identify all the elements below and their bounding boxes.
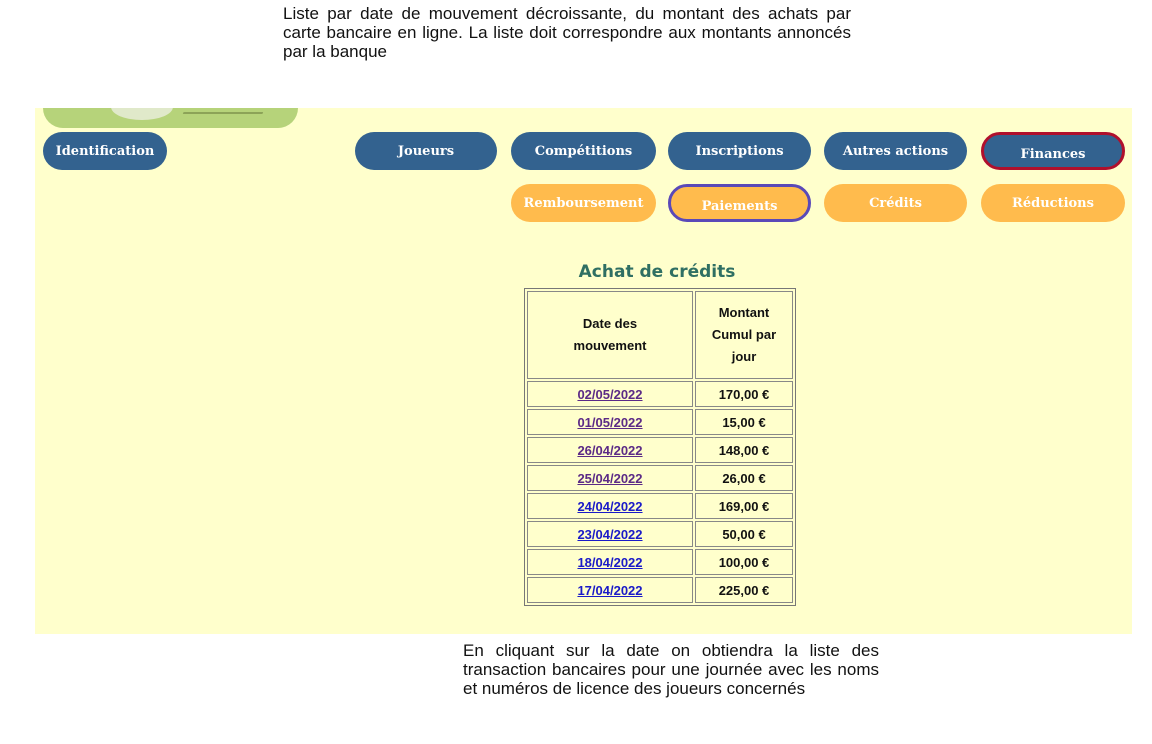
amount-cell: 170,00 € xyxy=(695,381,793,407)
date-header-line1: Date des xyxy=(582,316,638,331)
logo-disc xyxy=(111,108,173,120)
subnav-credits-button[interactable]: Crédits xyxy=(824,184,967,222)
nav-finances-button[interactable]: Finances xyxy=(981,132,1125,170)
logo-script xyxy=(183,112,264,114)
amount-cell: 50,00 € xyxy=(695,521,793,547)
subnav-paiements-button[interactable]: Paiements xyxy=(668,184,811,222)
amount-cell: 15,00 € xyxy=(695,409,793,435)
date-link[interactable]: 24/04/2022 xyxy=(577,498,643,514)
date-cell xyxy=(527,381,693,407)
instruction-note-bottom: En cliquant sur la date on obtiendra la liste des transaction bancaires pour une journée avec les noms et numéros de licence des joueurs concernés xyxy=(463,641,879,698)
credits-table xyxy=(524,288,796,606)
table-row xyxy=(527,521,793,547)
table-row xyxy=(527,465,793,491)
amount-cell: 225,00 € xyxy=(695,577,793,603)
instruction-note-top: Liste par date de mouvement décroissante, du montant des achats par carte bancaire en ligne. La liste doit correspondre aux montants annoncés par la banque xyxy=(283,4,851,61)
date-link[interactable]: 23/04/2022 xyxy=(577,526,643,542)
date-cell xyxy=(527,493,693,519)
subnav-remboursement-button[interactable]: Remboursement xyxy=(511,184,656,222)
date-link[interactable]: 25/04/2022 xyxy=(577,470,643,486)
table-row xyxy=(527,437,793,463)
date-link[interactable]: 01/05/2022 xyxy=(577,414,643,430)
amount-column-header xyxy=(695,291,793,379)
nav-identification-button[interactable]: Identification xyxy=(43,132,167,170)
date-cell xyxy=(527,409,693,435)
amount-cell: 169,00 € xyxy=(695,493,793,519)
table-row xyxy=(527,409,793,435)
app-panel xyxy=(35,108,1132,634)
date-header-line2: mouvement xyxy=(573,338,647,353)
date-link[interactable]: 02/05/2022 xyxy=(577,386,643,402)
nav-inscriptions-button[interactable]: Inscriptions xyxy=(668,132,811,170)
table-row xyxy=(527,381,793,407)
date-column-header xyxy=(527,291,693,379)
table-row xyxy=(527,549,793,575)
date-cell xyxy=(527,437,693,463)
date-cell xyxy=(527,549,693,575)
amount-header-line2: Cumul par xyxy=(711,327,777,342)
amount-header-line3: jour xyxy=(731,349,757,364)
amount-cell: 148,00 € xyxy=(695,437,793,463)
nav-joueurs-button[interactable]: Joueurs xyxy=(355,132,497,170)
date-link[interactable]: 17/04/2022 xyxy=(577,582,643,598)
subnav-reductions-button[interactable]: Réductions xyxy=(981,184,1125,222)
amount-cell: 100,00 € xyxy=(695,549,793,575)
nav-autres-actions-button[interactable]: Autres actions xyxy=(824,132,967,170)
table-row xyxy=(527,493,793,519)
table-row xyxy=(527,577,793,603)
date-link[interactable]: 18/04/2022 xyxy=(577,554,643,570)
page-title: Achat de crédits xyxy=(578,262,736,282)
date-link[interactable]: 26/04/2022 xyxy=(577,442,643,458)
amount-cell: 26,00 € xyxy=(695,465,793,491)
site-logo xyxy=(43,108,298,128)
nav-competitions-button[interactable]: Compétitions xyxy=(511,132,656,170)
date-cell xyxy=(527,521,693,547)
table-header-row xyxy=(527,291,793,379)
date-cell xyxy=(527,465,693,491)
date-cell xyxy=(527,577,693,603)
amount-header-line1: Montant xyxy=(718,305,770,320)
